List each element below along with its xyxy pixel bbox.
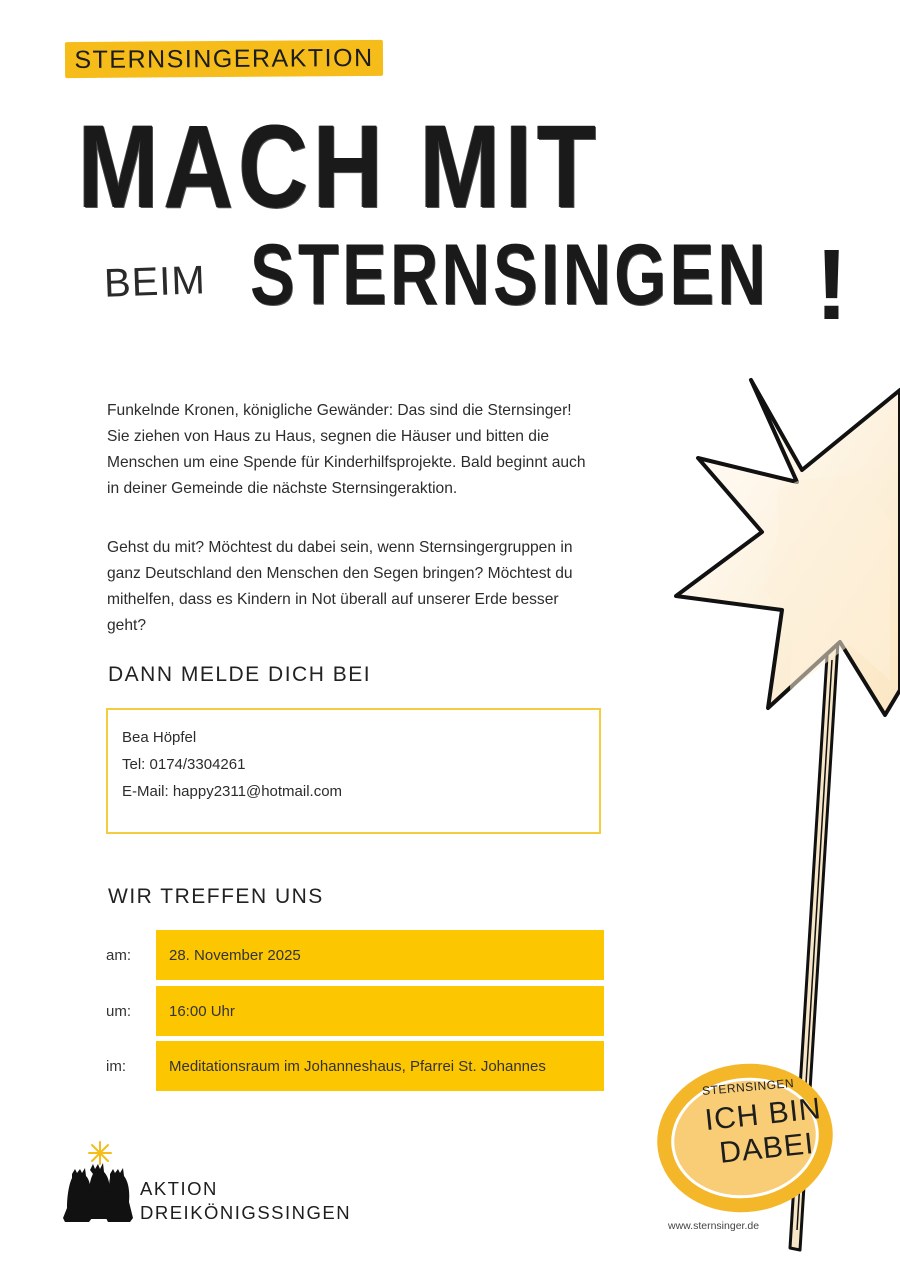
badge-label-sternsingen: STERNSINGEN: [701, 1076, 795, 1098]
meeting-row-place: [106, 1041, 604, 1091]
star-icon: [89, 1142, 111, 1164]
logo-line2: DREIKÖNIGSSINGEN: [140, 1202, 352, 1223]
meeting-row-date: [106, 930, 604, 980]
logo-line1: AKTION: [140, 1178, 218, 1199]
meeting-label-time: um:: [106, 1002, 132, 1020]
headline-beim: BEIM: [103, 258, 207, 306]
contact-box: [106, 708, 601, 834]
website-link[interactable]: www.sternsinger.de: [668, 1220, 760, 1232]
headline-sternsingen: STERNSINGEN: [250, 227, 769, 323]
contact-email: E-Mail: happy2311@hotmail.com: [122, 783, 343, 800]
three-kings-icon: [62, 1140, 138, 1230]
badge-line1: ICH BIN: [703, 1092, 824, 1138]
intro-paragraph-2: Gehst du mit? Möchtest du dabei sein, wenn Sternsingergruppen in ganz Deutschland den Menschen den Segen bringen? Möchtest du mithelfen, dass es Kindern in Not überall auf unserer Erde besser geht?: [107, 539, 573, 634]
logo-text: [140, 1177, 351, 1225]
meeting-row-time: [106, 986, 604, 1036]
meeting-value-time: 16:00 Uhr: [156, 986, 604, 1036]
meeting-heading: WIR TREFFEN UNS: [108, 885, 324, 908]
contact-phone: Tel: 0174/3304261: [122, 756, 246, 773]
contact-name: Bea Höpfel: [122, 729, 197, 746]
headline-exclamation: !: [815, 229, 849, 341]
meeting-label-place: im:: [106, 1057, 126, 1075]
meeting-label-date: am:: [106, 946, 132, 964]
intro-paragraph-1: Funkelnde Kronen, königliche Gewänder: Das sind die Sternsinger! Sie ziehen von Haus zu Haus, segnen die Häuser und bitten die Menschen um eine Spende für Kinderhilfsprojekte. Bald beginnt auch in deiner Gemeinde die nächste Sternsingeraktion.: [107, 402, 586, 497]
campaign-tag: STERNSINGERAKTION: [65, 40, 383, 78]
headline-line1: MACH MIT: [78, 101, 602, 233]
aktion-dreikoenigssingen-logo: [62, 1140, 362, 1230]
contact-heading: DANN MELDE DICH BEI: [108, 663, 372, 686]
meeting-value-place: Meditationsraum im Johanneshaus, Pfarrei St. Johannes: [156, 1041, 604, 1091]
badge-line2: DABEI: [717, 1127, 816, 1170]
meeting-value-date: 28. November 2025: [156, 930, 604, 980]
